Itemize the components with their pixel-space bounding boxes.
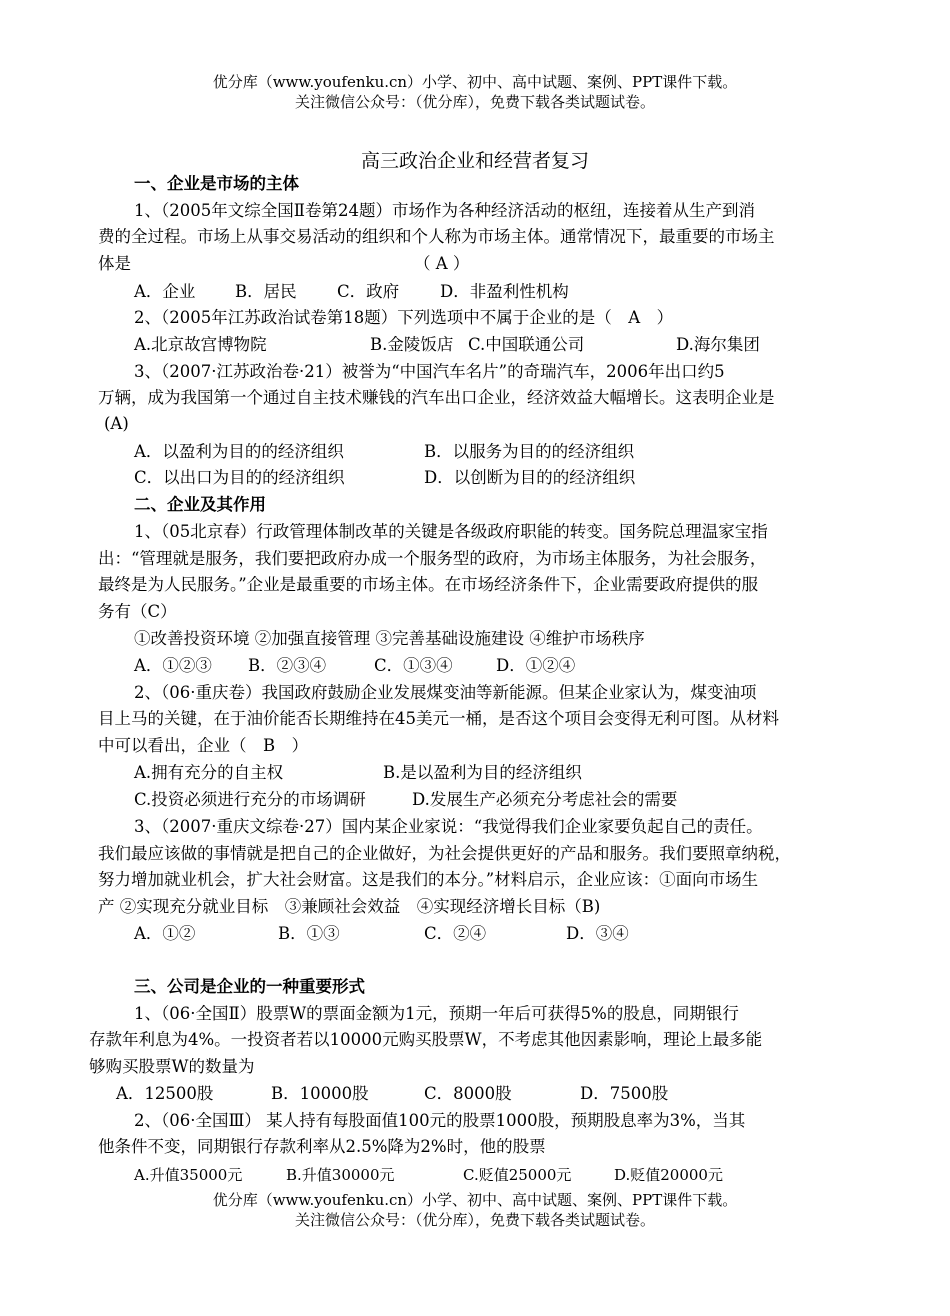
s2-q3-line2: 我们最应该做的事情就是把自己的企业做好，为社会提供更好的产品和服务。我们要照章纳税， [98, 844, 791, 863]
s1-q2-option-c: C.中国联通公司 [468, 335, 585, 354]
s1-q3-line3: (A) [104, 414, 129, 433]
s2-q2-option-a: A.拥有充分的自主权 [134, 763, 284, 782]
s3-q2-line1: 2、（06·全国Ⅲ） 某人持有每股面值100元的股票1000股，预期股息率为3%，当其 [134, 1111, 746, 1130]
s3-q1-option-a: A．12500股 [116, 1084, 214, 1103]
s1-q1-option-b: B．居民 [235, 282, 297, 301]
s1-q3-option-a: A．以盈利为目的的经济组织 [134, 442, 344, 461]
s3-q1-line3: 够购买股票W的数量为 [89, 1057, 255, 1076]
s3-q2-line2: 他条件不变，同期银行存款利率从2.5%降为2%时，他的股票 [98, 1137, 546, 1156]
s2-q2-option-b: B.是以盈利为目的经济组织 [383, 763, 582, 782]
s3-q2-option-d: D.贬值20000元 [614, 1166, 723, 1184]
s2-q2-line3: 中可以看出，企业（ B ） [98, 736, 309, 755]
s2-q1-option-b: B．②③④ [248, 656, 327, 675]
s1-q2-option-d: D.海尔集团 [676, 335, 760, 354]
s2-q1-line4: 务有（C） [98, 602, 177, 621]
section-2-heading: 二、企业及其作用 [134, 495, 266, 514]
s3-q1-line1: 1、（06·全国Ⅱ）股票W的票面金额为1元，预期一年后可获得5%的股息，同期银行 [134, 1004, 739, 1023]
s2-q3-line3: 努力增加就业机会，扩大社会财富。这是我们的本分。”材料启示，企业应该：①面向市场生 [98, 870, 759, 889]
s1-q3-option-d: D．以创断为目的的经济组织 [424, 468, 636, 487]
page-title: 高三政治企业和经营者复习 [360, 150, 589, 172]
s2-q1-option-c: C．①③④ [374, 656, 453, 675]
s3-q1-option-d: D．7500股 [580, 1084, 669, 1103]
s1-q2-option-b: B.金陵饭店 [370, 335, 454, 354]
s1-q1-answer: （ A ） [414, 254, 470, 273]
footer-line-1: 优分库（www.youfenku.cn）小学、初中、高中试题、案例、PPT课件下载。 [212, 1191, 738, 1209]
s1-q1-option-c: C．政府 [337, 282, 400, 301]
s1-q3-line2: 万辆，成为我国第一个通过自主技术赚钱的汽车出口企业，经济效益大幅增长。这表明企业是 [98, 388, 775, 407]
s2-q3-line1: 3、（2007·重庆文综卷·27）国内某企业家说：“我觉得我们企业家要负起自己的责任。 [134, 817, 763, 836]
footer-line-2: 关注微信公众号：（优分库），免费下载各类试题试卷。 [294, 1211, 655, 1229]
s2-q1-option-d: D．①②④ [496, 656, 576, 675]
s2-q2-line2: 目上马的关键，在于油价能否长期维持在45美元一桶，是否这个项目会变得无利可图。从材料 [98, 709, 779, 728]
s2-q3-option-a: A．①② [134, 924, 196, 943]
s3-q2-option-b: B.升值30000元 [286, 1166, 395, 1184]
s1-q3-option-b: B．以服务为目的的经济组织 [424, 442, 635, 461]
s2-q1-option-a: A．①②③ [134, 656, 212, 675]
s2-q3-option-b: B．①③ [278, 924, 340, 943]
header-line-2: 关注微信公众号：（优分库），免费下载各类试题试卷。 [294, 93, 655, 111]
section-1-heading: 一、企业是市场的主体 [134, 174, 299, 193]
s3-q2-option-c: C.贬值25000元 [463, 1166, 572, 1184]
s1-q3-option-c: C．以出口为目的的经济组织 [134, 468, 345, 487]
s1-q1-line3: 体是 [98, 254, 131, 273]
s1-q1-option-a: A．企业 [134, 282, 196, 301]
s2-q2-line1: 2、（06·重庆卷）我国政府鼓励企业发展煤变油等新能源。但某企业家认为，煤变油项 [134, 683, 757, 702]
s2-q2-option-d: D.发展生产必须充分考虑社会的需要 [412, 790, 678, 809]
s2-q1-line5: ①改善投资环境 ②加强直接管理 ③完善基础设施建设 ④维护市场秩序 [134, 629, 645, 648]
s2-q3-option-d: D．③④ [566, 924, 629, 943]
s3-q2-option-a: A.升值35000元 [134, 1166, 243, 1184]
s1-q3-line1: 3、（2007·江苏政治卷·21）被誉为“中国汽车名片”的奇瑞汽车，2006年出口约5 [134, 362, 725, 381]
section-3-heading: 三、公司是企业的一种重要形式 [134, 977, 365, 996]
s1-q1-option-d: D．非盈利性机构 [440, 282, 569, 301]
s2-q1-line2: 出：“管理就是服务，我们要把政府办成一个服务型的政府，为市场主体服务，为社会服务， [98, 549, 767, 568]
s1-q2-option-a: A.北京故宫博物院 [134, 335, 267, 354]
s2-q3-line4: 产 ②实现充分就业目标 ③兼顾社会效益 ④实现经济增长目标（B) [98, 897, 601, 916]
s1-q1-line1: 1、（2005年文综全国Ⅱ卷第24题）市场作为各种经济活动的枢纽，连接着从生产到消 [134, 201, 755, 220]
s2-q2-option-c: C.投资必须进行充分的市场调研 [134, 790, 366, 809]
header-line-1: 优分库（www.youfenku.cn）小学、初中、高中试题、案例、PPT课件下载。 [212, 73, 738, 91]
s3-q1-option-b: B．10000股 [271, 1084, 369, 1103]
s2-q1-line3: 最终是为人民服务。”企业是最重要的市场主体。在市场经济条件下，企业需要政府提供的服 [98, 575, 759, 594]
s3-q1-line2: 存款年利息为4%。一投资者若以10000元购买股票W，不考虑其他因素影响，理论上最多能 [89, 1030, 763, 1049]
s3-q1-option-c: C．8000股 [424, 1084, 512, 1103]
s2-q1-line1: 1、（05北京春）行政管理体制改革的关键是各级政府职能的转变。国务院总理温家宝指 [134, 522, 768, 541]
s1-q1-line2: 费的全过程。市场上从事交易活动的组织和个人称为市场主体。通常情况下，最重要的市场主 [98, 227, 775, 246]
s1-q2-line1: 2、（2005年江苏政治试卷第18题）下列选项中不属于企业的是（ A ） [134, 308, 674, 327]
s2-q3-option-c: C．②④ [424, 924, 487, 943]
